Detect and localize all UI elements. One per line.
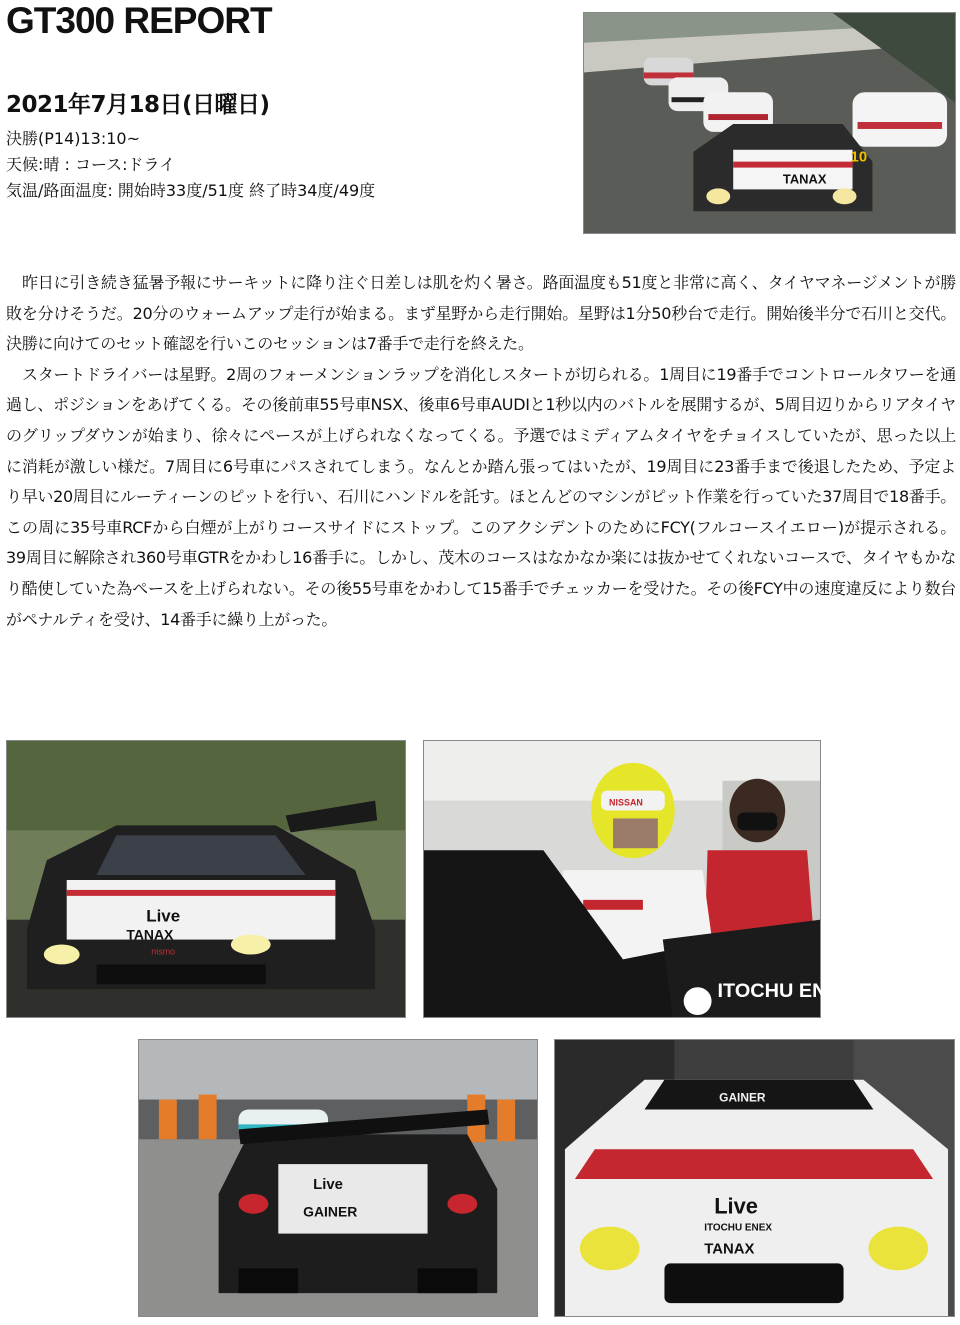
photo-pit-garage [554, 1039, 955, 1317]
photo-car-rear [138, 1039, 538, 1317]
pit-car-top: GAINER [719, 1090, 766, 1105]
rear-car-brand: GAINER [303, 1203, 358, 1220]
weather-info: 天候:晴 : コース:ドライ [6, 155, 176, 174]
rear-car [219, 1109, 498, 1293]
photo-car-front [6, 740, 406, 1018]
report-body [6, 268, 956, 635]
driver-photo-sponsor: ITOCHU ENEX [717, 980, 854, 1003]
car-front-live: Live [146, 906, 181, 926]
paragraph-warmup: 昨日に引き続き猛暑予報にサーキットに降り注ぐ日差しは肌を灼く暑さ。路面温度も51度と非常に高く、タイヤマネージメントが勝敗を分けそうだ。20分のウォームアップ走行が始まる。まず星野から走行開始。星野は1分50秒台で走行。開始後半分で石川と交代。決勝に向けてのセット確認を行いこのセッションは7番手で走行を終えた。 [6, 273, 956, 354]
car-main-sponsor: TANAX [782, 171, 827, 187]
pit-car-tanax: TANAX [704, 1241, 755, 1258]
photo-race-track [583, 12, 956, 234]
car-right [853, 92, 947, 147]
paragraph-race: スタートドライバーは星野。2周のフォーメンションラップを消化しスタートが切られる。1周目に19番手でコントロールタワーを通過し、ポジションをあげてくる。その後前車55号車NSX、後車6号車AUDIと1秒以内のバトルを展開するが、5周目辺りからリアタイヤのグリップダウンが始まり、徐々にペースが上げられなくなってくる。予選ではミディアムタイヤをチョイスしていたが、思った以上に消耗が激しい様だ。7周目に6号車にパスされてしまう。なんとか踏ん張ってはいたが、19周目に23番手まで後退したため、予定より早い20周目にルーティーンのピットを行い、石川にハンドルを託す。ほとんどのマシンがピット作業を行っていた37周目で18番手。この周に35号車RCFから白煙が上がりコースサイドにストップ。このアクシデントのためにFCY(フルコースイエロー)が提示される。39周目に解除され360号車GTRをかわし16番手に。しかし、茂木のコースはなかなか楽には抜かせてくれないコースで、タイヤもかなり酷使していた為ペースを上げられない。その後55号車をかわして15番手でチェッカーを受けた。その後FCY中の速度違反により数台がペナルティを受け、14番手に繰り上がった。 [6, 364, 956, 629]
race-info [6, 126, 375, 204]
rear-car-live: Live [313, 1176, 343, 1193]
driver-helmet [591, 763, 675, 858]
photo-driver [423, 740, 854, 1018]
page-title: GT300 REPORT [6, 0, 272, 41]
pit-car [565, 1080, 948, 1316]
helmet-brand: NISSAN [609, 797, 643, 808]
pit-car-itochu: ITOCHU ENEX [704, 1222, 772, 1234]
session-info: 決勝(P14)13:10~ [6, 129, 141, 148]
car-main-number: 10 [850, 149, 868, 166]
race-date: 2021年7月18日(日曜日) [6, 92, 270, 118]
car-front-brand: nismo [151, 946, 176, 957]
car-main [693, 124, 872, 211]
car-front-sponsor: TANAX [126, 926, 174, 943]
pit-car-live: Live [714, 1193, 759, 1219]
temperature-info: 気温/路面温度: 開始時33度/51度 終了時34度/49度 [6, 181, 376, 200]
